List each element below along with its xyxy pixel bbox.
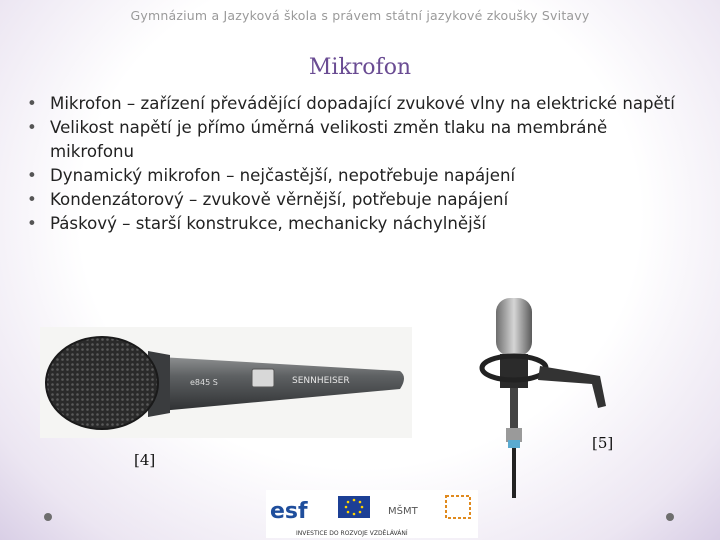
bullet-list: [24, 92, 684, 236]
mic-model-label: e845 S: [190, 378, 218, 387]
msmt-logo-text: MŠMT: [388, 506, 418, 517]
bullet-dot: •: [27, 190, 37, 209]
bullet-dot: •: [27, 166, 37, 185]
image-caption-4: [4]: [134, 451, 156, 469]
bullet-dot: •: [27, 94, 37, 113]
bullet-text: Páskový – starší konstrukce, mechanicky náchylnější: [50, 214, 486, 233]
funding-logos: [266, 490, 478, 538]
bullet-item: [24, 188, 684, 212]
condenser-microphone-image: [478, 288, 614, 500]
bullet-item: [24, 92, 684, 116]
bullet-text: Kondenzátorový – zvukově věrnější, potřebuje napájení: [50, 190, 509, 209]
bullet-text: Mikrofon – zařízení převádějící dopadající zvukové vlny na elektrické napětí: [50, 94, 675, 113]
bullet-dot: •: [27, 214, 37, 233]
bullet-item: [24, 116, 684, 164]
slide-title: Mikrofon: [308, 55, 412, 80]
nav-dot-right: [666, 513, 674, 521]
school-header: Gymnázium a Jazyková škola s právem státní jazykové zkoušky Svitavy: [130, 8, 590, 23]
bullet-dot: •: [27, 118, 37, 137]
esf-logo-text: esf: [270, 499, 308, 524]
image-caption-5: [5]: [592, 434, 614, 452]
bullet-item: [24, 164, 684, 188]
nav-dot-left: [44, 513, 52, 521]
dynamic-microphone-image: [40, 327, 412, 438]
bullet-text: Dynamický mikrofon – nejčastější, nepotřebuje napájení: [50, 166, 516, 185]
bullet-text: Velikost napětí je přímo úměrná velikosti změn tlaku na membráně mikrofonu: [50, 118, 608, 161]
mic-brand-label: SENNHEISER: [292, 376, 350, 386]
tagline-text: INVESTICE DO ROZVOJE VZDĚLÁVÁNÍ: [296, 530, 408, 537]
bullet-item: [24, 212, 684, 236]
